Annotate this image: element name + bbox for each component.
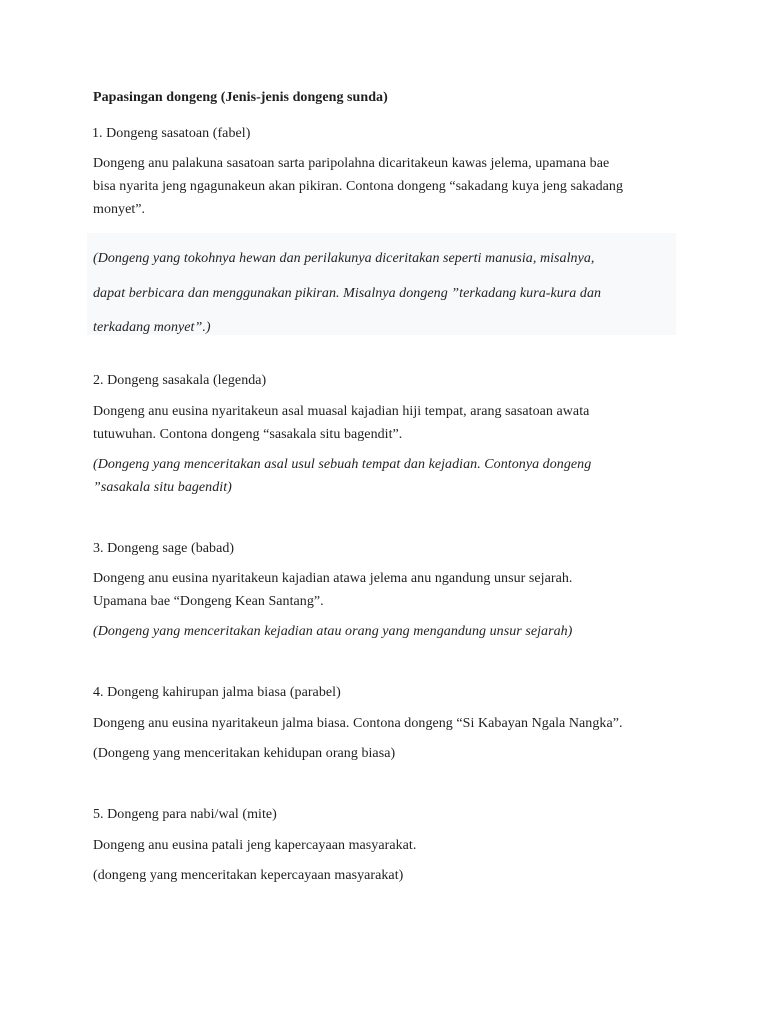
section-4-heading: 4. Dongeng kahirupan jalma biasa (parabel) bbox=[93, 685, 341, 700]
section-3-translation-line: (Dongeng yang menceritakan kejadian atau orang yang mengandung unsur sejarah) bbox=[93, 624, 573, 639]
section-5-body-line: Dongeng anu eusina patali jeng kapercayaan masyarakat. bbox=[93, 838, 417, 853]
section-1-body-line: bisa nyarita jeng ngagunakeun akan pikiran. Contona dongeng “sakadang kuya jeng sakadang bbox=[93, 179, 624, 194]
section-3-body-line: Upamana bae “Dongeng Kean Santang”. bbox=[93, 594, 324, 609]
section-2-heading: 2. Dongeng sasakala (legenda) bbox=[93, 373, 267, 388]
section-1-translation-line: terkadang monyet”.) bbox=[93, 320, 211, 335]
section-2-translation-line: ”sasakala situ bagendit) bbox=[93, 480, 232, 495]
document-title: Papasingan dongeng (Jenis-jenis dongeng sunda) bbox=[93, 90, 388, 105]
section-3-body-line: Dongeng anu eusina nyaritakeun kajadian atawa jelema anu ngandung unsur sejarah. bbox=[93, 571, 573, 586]
section-1-body-line: Dongeng anu palakuna sasatoan sarta paripolahna dicaritakeun kawas jelema, upamana bae bbox=[93, 156, 610, 171]
section-2-body-line: tutuwuhan. Contona dongeng “sasakala situ bagendit”. bbox=[93, 427, 403, 442]
section-1-translation-line: dapat berbicara dan menggunakan pikiran. Misalnya dongeng ”terkadang kura-kura dan bbox=[93, 286, 602, 301]
section-4-body-line: Dongeng anu eusina nyaritakeun jalma biasa. Contona dongeng “Si Kabayan Ngala Nangka”. bbox=[93, 716, 623, 731]
section-2-translation-line: (Dongeng yang menceritakan asal usul sebuah tempat dan kejadian. Contonya dongeng bbox=[93, 457, 592, 472]
section-1-body-line: monyet”. bbox=[93, 202, 146, 217]
section-4-translation-line: (Dongeng yang menceritakan kehidupan orang biasa) bbox=[93, 746, 396, 761]
section-2-body-line: Dongeng anu eusina nyaritakeun asal muasal kajadian hiji tempat, arang sasatoan awata bbox=[93, 404, 590, 419]
section-1-translation-line: (Dongeng yang tokohnya hewan dan perilakunya diceritakan seperti manusia, misalnya, bbox=[93, 251, 595, 266]
section-5-translation-line: (dongeng yang menceritakan kepercayaan masyarakat) bbox=[93, 868, 404, 883]
section-1-heading: 1. Dongeng sasatoan (fabel) bbox=[92, 126, 251, 141]
section-3-heading: 3. Dongeng sage (babad) bbox=[93, 541, 235, 556]
section-5-heading: 5. Dongeng para nabi/wal (mite) bbox=[93, 807, 277, 822]
